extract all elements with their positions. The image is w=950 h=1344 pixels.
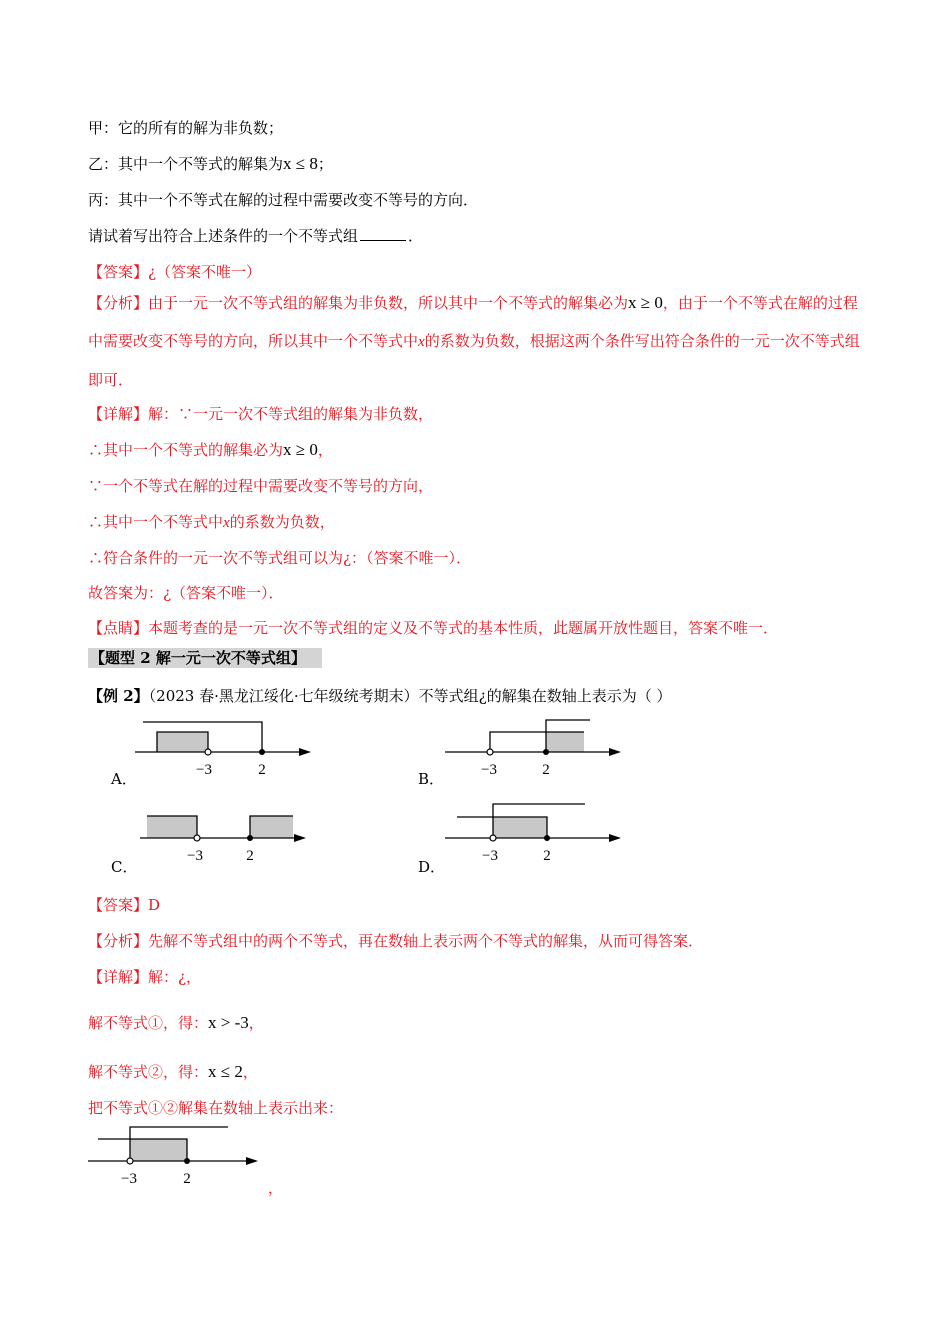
q1-analysis-math2: x [418, 334, 425, 350]
q2-analysis [88, 931, 703, 951]
q2-detail-4: 把不等式①②解集在数轴上表示出来： [88, 1099, 344, 1117]
option-c-numberline[interactable] [135, 805, 315, 867]
arrow-icon [609, 748, 621, 756]
q1-answer-text: ¿（答案不唯一） [148, 263, 262, 281]
q1-detail-4-suffix: 的系数为负数， [229, 513, 335, 531]
tick-label-neg3: −3 [196, 762, 212, 777]
q2-detail-3-math: x ≤ 2 [208, 1062, 243, 1081]
option-a-label[interactable]: A． [111, 770, 137, 788]
q1-detail-3: ∵一个不等式在解的过程中需要改变不等号的方向， [88, 477, 434, 495]
q1-comment-tag: 【点睛】 [88, 619, 149, 637]
option-c-shade-left [147, 816, 197, 838]
open-circle [490, 835, 496, 841]
filled-dot [247, 835, 253, 841]
condition-yi-prefix: 乙：其中一个不等式的解集为 [88, 155, 284, 173]
q1-detail-4-math: x [223, 515, 230, 531]
tick-label-neg3: −3 [482, 848, 498, 864]
q2-analysis-tag: 【分析】 [88, 932, 149, 950]
option-d-shade [493, 817, 547, 838]
open-circle [127, 1158, 133, 1164]
option-d-label[interactable]: D． [418, 858, 446, 876]
q1-analysis [88, 284, 863, 399]
open-circle [487, 749, 493, 755]
tick-label-neg3: −3 [121, 1171, 137, 1187]
condition-yi [88, 154, 333, 174]
condition-yi-suffix: ； [317, 155, 333, 173]
answer-blank[interactable] [360, 226, 406, 241]
tick-label-neg3: −3 [481, 762, 497, 777]
arrow-icon [609, 834, 621, 842]
q1-answer [88, 262, 261, 282]
q1-detail-1-text: 解：∵一元一次不等式组的解集为非负数， [148, 405, 434, 423]
tick-label-2: 2 [183, 1171, 191, 1187]
q1-answer-tag: 【答案】 [88, 263, 149, 281]
question-prefix: 请试着写出符合上述条件的一个不等式组 [88, 227, 359, 245]
q1-detail-5: ∴符合条件的一元一次不等式组可以为¿：（答案不唯一）． [88, 549, 472, 567]
q2-analysis-text: 先解不等式组中的两个不等式，再在数轴上表示两个不等式的解集，从而可得答案． [148, 932, 704, 950]
q2-trailing-comma: ， [268, 1179, 284, 1197]
q1-analysis-b: ，由于一个不等式在解的过程中需要改变不等号的方向，所以其中一个不等式中 [88, 294, 858, 350]
q2-stem-text: （2023 春·黑龙江绥化·七年级统考期末）不等式组¿的解集在数轴上表示为（ ） [148, 687, 672, 705]
open-circle [194, 835, 200, 841]
arrow-icon [246, 1157, 258, 1165]
condition-yi-math: x ≤ 8 [283, 154, 318, 173]
q2-detail-2-suffix: ， [248, 1014, 264, 1032]
q2-detail-3-prefix: 解不等式②，得： [88, 1063, 209, 1081]
solution-shade [130, 1139, 187, 1161]
tick-label-neg3: −3 [187, 848, 203, 864]
filled-dot [259, 749, 265, 755]
option-b-numberline[interactable] [445, 715, 625, 777]
option-a-shade [157, 732, 208, 752]
filled-dot [544, 835, 550, 841]
option-c-label[interactable]: C． [111, 858, 138, 876]
question-suffix: ． [408, 227, 424, 245]
q2-detail-2-prefix: 解不等式①，得： [88, 1014, 209, 1032]
q1-detail-2-suffix: ， [317, 441, 333, 459]
q1-detail-4 [88, 512, 335, 533]
filled-dot [543, 749, 549, 755]
tick-label-2: 2 [542, 762, 550, 777]
q1-detail-2-prefix: ∴其中一个不等式的解集必为 [88, 441, 284, 459]
option-c-shade-right [250, 816, 293, 838]
condition-bing: 丙：其中一个不等式在解的过程中需要改变不等号的方向． [88, 191, 479, 209]
tick-label-2: 2 [246, 848, 254, 864]
question-line [88, 226, 423, 246]
filled-dot [184, 1158, 190, 1164]
option-d-numberline[interactable] [445, 800, 625, 866]
arrow-icon [294, 834, 306, 842]
q2-detail-1 [88, 967, 201, 987]
q1-detail-4-prefix: ∴其中一个不等式中 [88, 513, 224, 531]
option-b-shade [546, 732, 584, 752]
q2-stem [88, 686, 671, 706]
q2-answer [88, 895, 160, 915]
q1-comment-text: 本题考查的是一元一次不等式组的定义及不等式的基本性质，此题属开放性题目，答案不唯一． [148, 619, 779, 637]
q2-detail-tag: 【详解】 [88, 968, 149, 986]
q2-answer-text: D [148, 896, 161, 914]
q1-detail-1 [88, 404, 433, 424]
q2-detail-2-math: x > -3 [208, 1013, 249, 1032]
q1-detail-2 [88, 440, 333, 460]
open-circle [205, 749, 211, 755]
q1-detail-6: 故答案为：¿（答案不唯一）． [88, 584, 284, 602]
option-b-label[interactable]: B． [418, 770, 445, 788]
q1-analysis-math1: x ≥ 0 [628, 293, 663, 312]
arrow-icon [299, 748, 311, 756]
q2-detail-3-suffix: ， [242, 1063, 258, 1081]
q2-detail-2 [88, 1013, 264, 1033]
option-a-numberline[interactable] [135, 715, 315, 777]
q2-answer-tag: 【答案】 [88, 896, 149, 914]
q1-detail-tag: 【详解】 [88, 405, 149, 423]
q2-detail-1-text: 解：¿， [148, 968, 202, 986]
q1-comment [88, 618, 778, 638]
q1-analysis-c: 的系数为负数，根据这两个条件写出符合条件的一元一次不等式组即可． [88, 332, 860, 389]
section-heading: 【题型 2 解一元一次不等式组】 [88, 648, 322, 668]
tick-label-2: 2 [543, 848, 551, 864]
q2-detail-3 [88, 1062, 258, 1082]
q1-analysis-tag: 【分析】 [88, 294, 149, 312]
q1-analysis-a: 由于一元一次不等式组的解集为非负数，所以其中一个不等式的解集必为 [148, 294, 629, 312]
q1-detail-2-math: x ≥ 0 [283, 440, 318, 459]
solution-numberline [86, 1122, 266, 1188]
q2-example-tag: 【例 2】 [88, 687, 149, 705]
condition-jia: 甲：它的所有的解为非负数； [88, 119, 284, 137]
tick-label-2: 2 [258, 762, 266, 777]
